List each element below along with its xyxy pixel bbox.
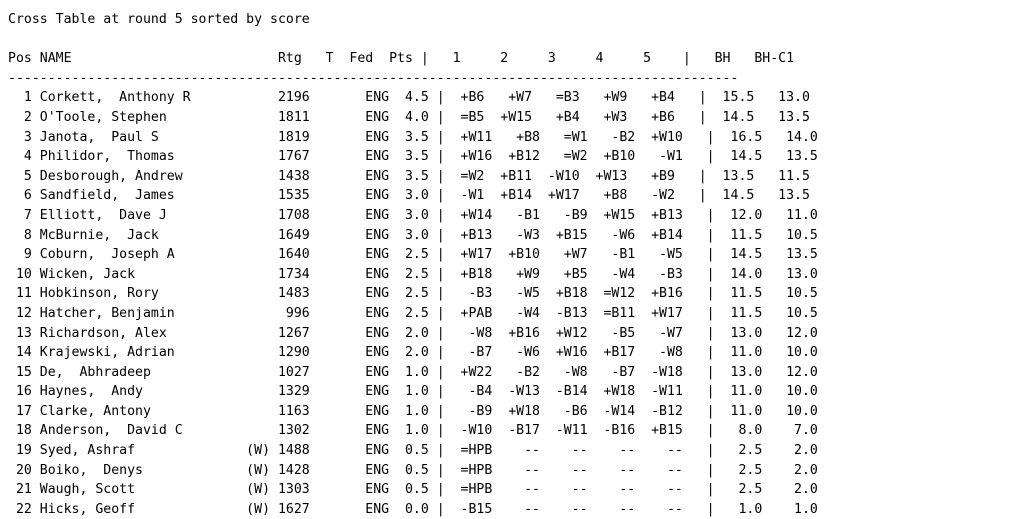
title-spacer: [8, 30, 1023, 50]
header-divider: --------------------------------------------------------------------------------------------: [8, 70, 739, 86]
table-row: 4 Philidor, Thomas 1767 ENG 3.5 | +W16 +B12 =W2 +B10 -W1 | 14.5 13.5: [8, 149, 818, 165]
table-row: 1 Corkett, Anthony R 2196 ENG 4.5 | +B6 +W7 =B3 +W9 +B4 | 15.5 13.0: [8, 90, 810, 106]
table-header-row: Pos NAME Rtg T Fed Pts | 1 2 3 4 5 | BH BH-C1: [8, 51, 795, 67]
table-row: 16 Haynes, Andy 1329 ENG 1.0 | -B4 -W13 -B14 +W18 -W11 | 11.0 10.0: [8, 384, 818, 400]
table-row: 18 Anderson, David C 1302 ENG 1.0 | -W10 -B17 -W11 -B16 +B15 | 8.0 7.0: [8, 423, 818, 439]
table-row: 13 Richardson, Alex 1267 ENG 2.0 | -W8 +B16 +W12 -B5 -W7 | 13.0 12.0: [8, 325, 818, 341]
table-row: 15 De, Abhradeep 1027 ENG 1.0 | +W22 -B2 -W8 -B7 -W18 | 13.0 12.0: [8, 364, 818, 380]
table-row: 14 Krajewski, Adrian 1290 ENG 2.0 | -B7 -W6 +W16 +B17 -W8 | 11.0 10.0: [8, 345, 818, 361]
table-row: 11 Hobkinson, Rory 1483 ENG 2.5 | -B3 -W5 +B18 =W12 +B16 | 11.5 10.5: [8, 286, 818, 302]
table-row: 8 McBurnie, Jack 1649 ENG 3.0 | +B13 -W3 +B15 -W6 +B14 | 11.5 10.5: [8, 227, 818, 243]
table-row: 21 Waugh, Scott (W) 1303 ENG 0.5 | =HPB -- -- -- -- | 2.5 2.0: [8, 482, 818, 498]
table-row: 3 Janota, Paul S 1819 ENG 3.5 | +W11 +B8 =W1 -B2 +W10 | 16.5 14.0: [8, 129, 818, 145]
table-row: 7 Elliott, Dave J 1708 ENG 3.0 | +W14 -B1 -B9 +W15 +B13 | 12.0 11.0: [8, 207, 818, 223]
table-row: 9 Coburn, Joseph A 1640 ENG 2.5 | +W17 +B10 +W7 -B1 -W5 | 14.5 13.5: [8, 247, 818, 263]
table-row: 20 Boiko, Denys (W) 1428 ENG 0.5 | =HPB -- -- -- -- | 2.5 2.0: [8, 462, 818, 478]
table-row: 6 Sandfield, James 1535 ENG 3.0 | -W1 +B14 +W17 +B8 -W2 | 14.5 13.5: [8, 188, 810, 204]
table-row: 12 Hatcher, Benjamin 996 ENG 2.5 | +PAB -W4 -B13 =B11 +W17 | 11.5 10.5: [8, 305, 818, 321]
table-row: 17 Clarke, Antony 1163 ENG 1.0 | -B9 +W18 -B6 -W14 -B12 | 11.0 10.0: [8, 403, 818, 419]
table-row: 22 Hicks, Geoff (W) 1627 ENG 0.0 | -B15 -- -- -- -- | 1.0 1.0: [8, 501, 818, 517]
table-row: 19 Syed, Ashraf (W) 1488 ENG 0.5 | =HPB -- -- -- -- | 2.5 2.0: [8, 443, 818, 459]
table-row: 10 Wicken, Jack 1734 ENG 2.5 | +B18 +W9 +B5 -W4 -B3 | 14.0 13.0: [8, 266, 818, 282]
table-row: 5 Desborough, Andrew 1438 ENG 3.5 | =W2 +B11 -W10 +W13 +B9 | 13.5 11.5: [8, 168, 810, 184]
table-row: 2 O'Toole, Stephen 1811 ENG 4.0 | =B5 +W15 +B4 +W3 +B6 | 14.5 13.5: [8, 109, 810, 125]
cross-table-title: Cross Table at round 5 sorted by score: [8, 12, 310, 27]
